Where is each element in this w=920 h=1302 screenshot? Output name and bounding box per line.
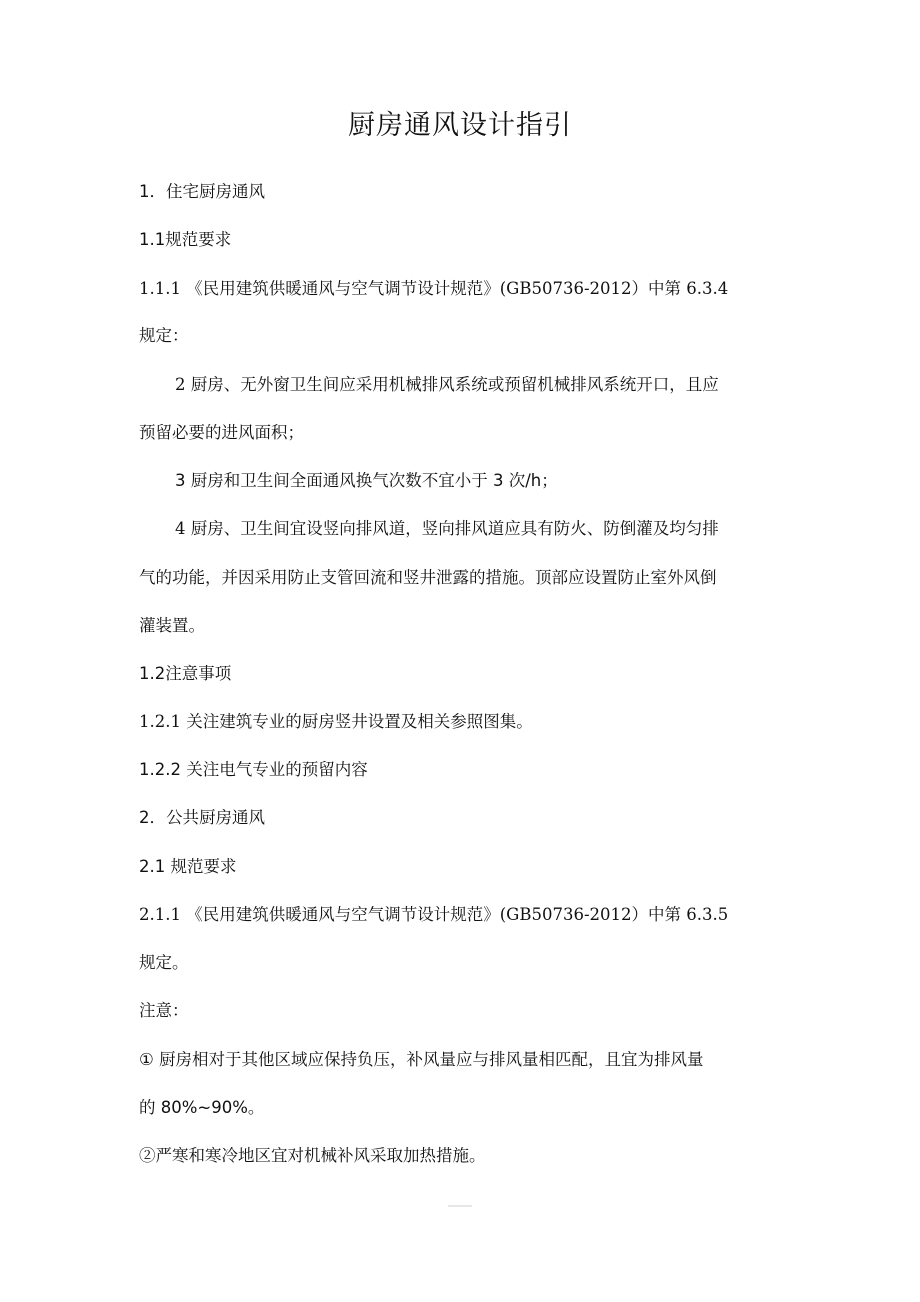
paragraph-1-2-2: 1.2.2 关注电气专业的预留内容 [139,760,368,779]
note-item-2: ②严寒和寒冷地区宜对机械补风采取加热措施。 [139,1146,486,1165]
paragraph-2-1-1-line-2: 规定。 [139,953,189,972]
subsection-heading-2-1: 2.1 规范要求 [139,857,237,876]
section-heading-2: 2．公共厨房通风 [139,808,265,827]
note-item-1-line-2: 的 80%~90%。 [139,1098,265,1117]
note-item-1-line-1: ① 厨房相对于其他区域应保持负压，补风量应与排风量相匹配，且宜为排风量 [139,1050,704,1069]
note-heading: 注意： [139,1001,189,1020]
subsection-heading-1-2: 1.2注意事项 [139,664,232,683]
section-heading-1: 1．住宅厨房通风 [139,182,265,201]
footer-watermark-mark [448,1205,472,1207]
paragraph-item-4-line-3: 灌装置。 [139,616,205,635]
paragraph-item-2-line-2: 预留必要的进风面积； [139,423,304,442]
paragraph-1-1-1-line-1: 1.1.1 《民用建筑供暖通风与空气调节设计规范》(GB50736-2012）中第 6.3.4 [139,279,729,298]
paragraph-1-1-1-line-2: 规定： [139,326,189,345]
paragraph-item-2-line-1: 2 厨房、无外窗卫生间应采用机械排风系统或预留机械排风系统开口，且应 [175,375,719,394]
paragraph-item-4-line-2: 气的功能，并因采用防止支管回流和竖井泄露的措施。顶部应设置防止室外风倒 [139,568,717,587]
paragraph-1-2-1: 1.2.1 关注建筑专业的厨房竖井设置及相关参照图集。 [139,712,533,731]
paragraph-2-1-1-line-1: 2.1.1 《民用建筑供暖通风与空气调节设计规范》(GB50736-2012）中第 6.3.5 [139,905,729,924]
footer-watermark [440,1201,480,1211]
subsection-heading-1-1: 1.1规范要求 [139,230,232,249]
paragraph-item-3: 3 厨房和卫生间全面通风换气次数不宜小于 3 次/h； [175,471,558,490]
paragraph-item-4-line-1: 4 厨房、卫生间宜设竖向排风道，竖向排风道应具有防火、防倒灌及均匀排 [175,519,719,538]
document-title: 厨房通风设计指引 [348,110,572,141]
